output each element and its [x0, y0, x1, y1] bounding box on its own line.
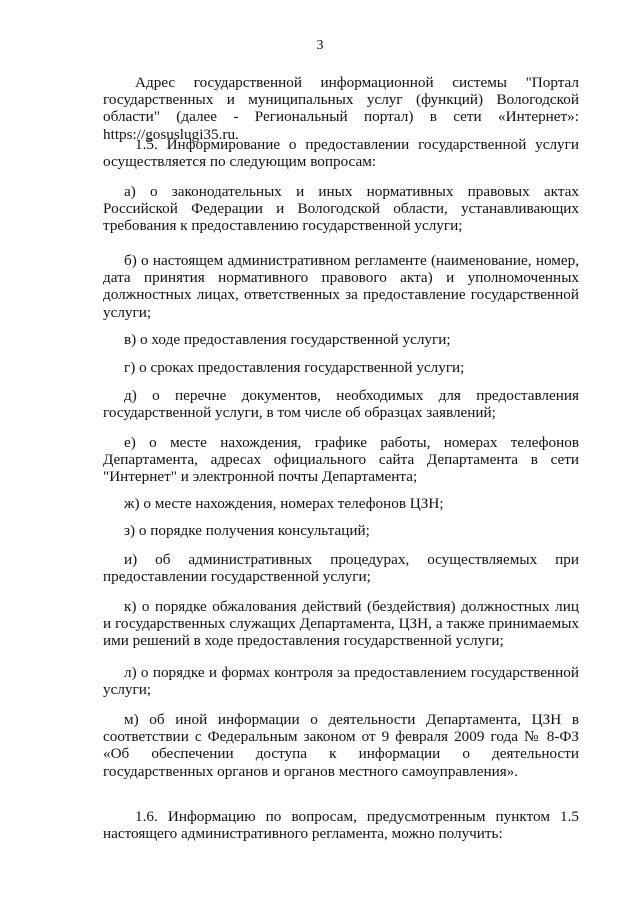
list-item-e: е) о месте нахождения, графике работы, номерах телефонов Департамента, адресах официального сайта Департамента в сети "Интернет" и электронной почты Департамента;	[103, 434, 579, 486]
paragraph-portal-address: Адрес государственной информационной системы "Портал государственных и муниципальных услуг (функций) Вологодской области" (далее - Региональный портал) в сети «Интернет»: https://gosuslugi35.ru.	[103, 74, 579, 143]
list-item-a: а) о законодательных и иных нормативных правовых актах Российской Федерации и Вологодской области, устанавливающих требования к предоставлению государственной услуги;	[103, 183, 579, 235]
list-item-l: л) о порядке и формах контроля за предоставлением государственной услуги;	[103, 664, 579, 699]
list-item-m: м) об иной информации о деятельности Департамента, ЦЗН в соответствии с Федеральным законом от 9 февраля 2009 года № 8-ФЗ «Об обеспечении доступа к информации о деятельности государственных органов и органов местного самоуправления».	[103, 711, 579, 780]
paragraph-1-5: 1.5. Информирование о предоставлении государственной услуги осуществляется по следующим вопросам:	[103, 136, 579, 171]
list-item-k: к) о порядке обжалования действий (бездействия) должностных лиц и государственных служащих Департамента, ЦЗН, а также принимаемых ими решений в ходе предоставления государственной услуги;	[103, 598, 579, 650]
paragraph-1-6: 1.6. Информацию по вопросам, предусмотренным пунктом 1.5 настоящего административного регламента, можно получить:	[103, 808, 579, 843]
list-item-d: д) о перечне документов, необходимых для предоставления государственной услуги, в том числе об образцах заявлений;	[103, 387, 579, 422]
list-item-b: б) о настоящем административном регламенте (наименование, номер, дата принятия нормативного правового акта) и уполномоченных должностных лицах, ответственных за предоставление государственной услуги;	[103, 252, 579, 321]
list-item-g: г) о сроках предоставления государственной услуги;	[124, 359, 465, 376]
list-item-v: в) о ходе предоставления государственной услуги;	[124, 331, 451, 348]
list-item-z: з) о порядке получения консультаций;	[124, 522, 370, 539]
list-item-i: и) об административных процедурах, осуществляемых при предоставлении государственной услуги;	[103, 551, 579, 586]
page-number: 3	[316, 38, 324, 53]
list-item-zh: ж) о месте нахождения, номерах телефонов ЦЗН;	[124, 495, 444, 512]
